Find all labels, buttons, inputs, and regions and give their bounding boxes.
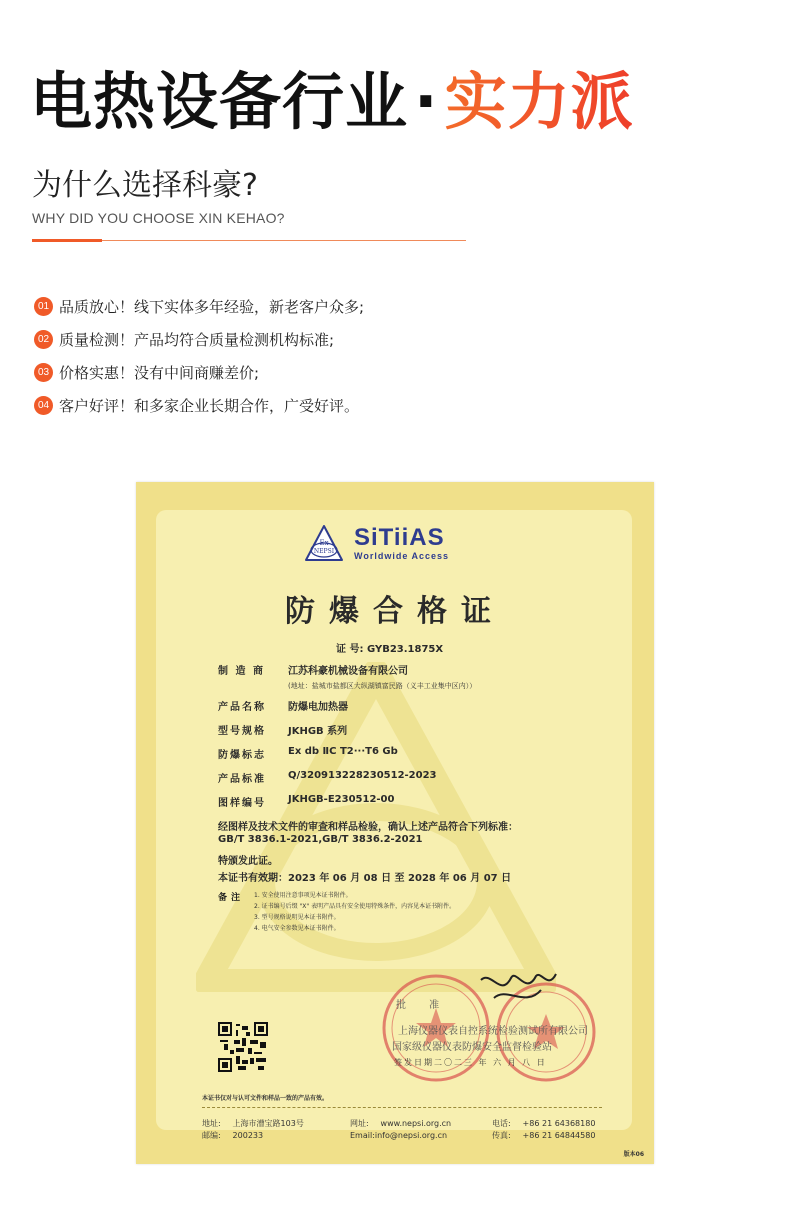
row-key: 型号规格 xyxy=(218,726,266,737)
footer-divider xyxy=(202,1107,602,1108)
footer-fax: +86 21 64844580 xyxy=(522,1131,596,1140)
row-value: Q/320913228230512-2023 xyxy=(288,770,437,781)
footer-address: 上海市漕宝路103号 xyxy=(232,1119,304,1128)
certificate-number-label: 证 号: xyxy=(336,644,364,655)
note-item: 1. 安全使用注意事项见本证书附件。 xyxy=(254,892,352,899)
hero-title-main: 电热设备行业 xyxy=(30,65,409,138)
row-key: 制 造 商 xyxy=(218,666,265,677)
sitiias-logo-name: SiTiiAS xyxy=(354,524,445,551)
certificate-row-ex-marking xyxy=(218,746,398,761)
footer-label: 网址: xyxy=(350,1119,369,1128)
footer-email: info@nepsi.org.cn xyxy=(374,1131,448,1140)
footer-label: 电话: xyxy=(492,1119,511,1128)
feature-text: 价格实惠！没有中间商赚差价; xyxy=(59,364,260,382)
row-value: JKHGB 系列 xyxy=(288,726,348,737)
certificate-version: 版本06 xyxy=(623,1151,644,1158)
feature-number-badge: 04 xyxy=(34,396,53,415)
feature-text: 品质放心！线下实体多年经验，新老客户众多; xyxy=(59,298,365,316)
hero-title xyxy=(30,62,634,142)
footer-address-block xyxy=(202,1118,304,1142)
certificate-logos xyxy=(304,524,449,562)
certificate-row-standard xyxy=(218,770,437,785)
footer-label: 传真: xyxy=(492,1131,511,1140)
footer-label: 邮编: xyxy=(202,1131,221,1140)
divider-accent xyxy=(32,239,102,242)
notes-label: 备注 xyxy=(218,893,245,903)
certificate-number-value: GYB23.1875X xyxy=(366,644,444,655)
feature-item xyxy=(34,389,364,422)
footer-label: Email: xyxy=(350,1131,375,1140)
feature-number-badge: 02 xyxy=(34,330,53,349)
row-value: 江苏科豪机械设备有限公司 xyxy=(288,666,408,677)
hero-title-highlight: 实力派 xyxy=(444,65,634,138)
sitiias-logo-tagline: Worldwide Access xyxy=(354,551,450,561)
issue-date: 签发日期二〇二三 年 六 月 八 日 xyxy=(394,1058,547,1067)
svg-text:Ex: Ex xyxy=(319,539,329,547)
note-item: 4. 电气安全参数见本证书附件。 xyxy=(254,925,340,932)
notes-list xyxy=(254,890,455,934)
qr-code-icon xyxy=(218,1022,268,1072)
footer-website: www.nepsi.org.cn xyxy=(380,1119,452,1128)
certificate-row-model xyxy=(218,722,347,737)
feature-number-badge: 01 xyxy=(34,297,53,316)
feature-item xyxy=(34,290,364,323)
manufacturer-address: (地址：盐城市盐都区大纵湖镇富民路（义丰工业集中区内）） xyxy=(288,682,477,690)
feature-item xyxy=(34,323,364,356)
section-subtitle-en: WHY DID YOU CHOOSE XIN KEHAO? xyxy=(32,210,285,226)
row-key: 产品名称 xyxy=(218,702,266,713)
certificate-number xyxy=(336,640,443,655)
certificate-statement: 经图样及技术文件的审查和样品检验，确认上述产品符合下列标准： xyxy=(218,822,518,833)
validity-note: 本证书仅对与认可文件和样品一致的产品有效。 xyxy=(202,1095,329,1102)
row-value: Ex db ⅡC T2···T6 Gb xyxy=(288,746,398,757)
certificate-standards: GB/T 3836.1-2021,GB/T 3836.2-2021 xyxy=(218,834,423,845)
certificate-validity: 本证书有效期：2023 年 06 月 08 日 至 2028 年 06 月 07 日 xyxy=(218,873,512,884)
feature-text: 客户好评！和多家企业长期合作，广受好评。 xyxy=(59,397,360,415)
feature-list xyxy=(34,290,364,422)
note-item: 3. 型号规格说明见本证书附件。 xyxy=(254,914,340,921)
row-value: 防爆电加热器 xyxy=(288,702,348,713)
footer-phone-block xyxy=(492,1118,595,1142)
certificate-row-product-name xyxy=(218,698,348,713)
approve-label: 批 准 xyxy=(396,1000,450,1011)
row-key: 产品标准 xyxy=(218,774,266,785)
sitiias-logo xyxy=(354,525,449,561)
feature-number-badge: 03 xyxy=(34,363,53,382)
row-key: 防爆标志 xyxy=(218,750,266,761)
footer-web-block xyxy=(350,1118,451,1142)
certificate-row-manufacturer xyxy=(218,662,408,677)
nepsi-logo-icon xyxy=(304,524,344,562)
certificate-title: 防爆合格证 xyxy=(285,594,505,629)
svg-text:NEPSI: NEPSI xyxy=(313,548,335,555)
feature-text: 质量检测！产品均符合质量检测机构标准; xyxy=(59,331,335,349)
issuing-organization: 上海仪器仪表自控系统检验测试所有限公司 xyxy=(398,1026,588,1037)
note-item: 2. 证书编号后缀 "X" 表明产品具有安全使用特殊条件，内容见本证书附件。 xyxy=(254,903,456,910)
footer-phone: +86 21 64368180 xyxy=(522,1119,596,1128)
feature-item xyxy=(34,356,364,389)
section-subtitle: 为什么选择科豪? xyxy=(32,168,258,203)
certificate-issued: 特颁发此证。 xyxy=(218,856,278,867)
footer-label: 地址: xyxy=(202,1119,221,1128)
row-value: JKHGB-E230512-00 xyxy=(288,794,395,805)
inspection-station: 国家级仪器仪表防爆安全监督检验站 xyxy=(392,1042,552,1053)
hero-title-dot: · xyxy=(414,65,439,138)
certificate-image xyxy=(136,482,654,1164)
certificate-row-drawing-no xyxy=(218,794,394,809)
row-key: 图样编号 xyxy=(218,798,266,809)
footer-postcode: 200233 xyxy=(232,1131,264,1140)
